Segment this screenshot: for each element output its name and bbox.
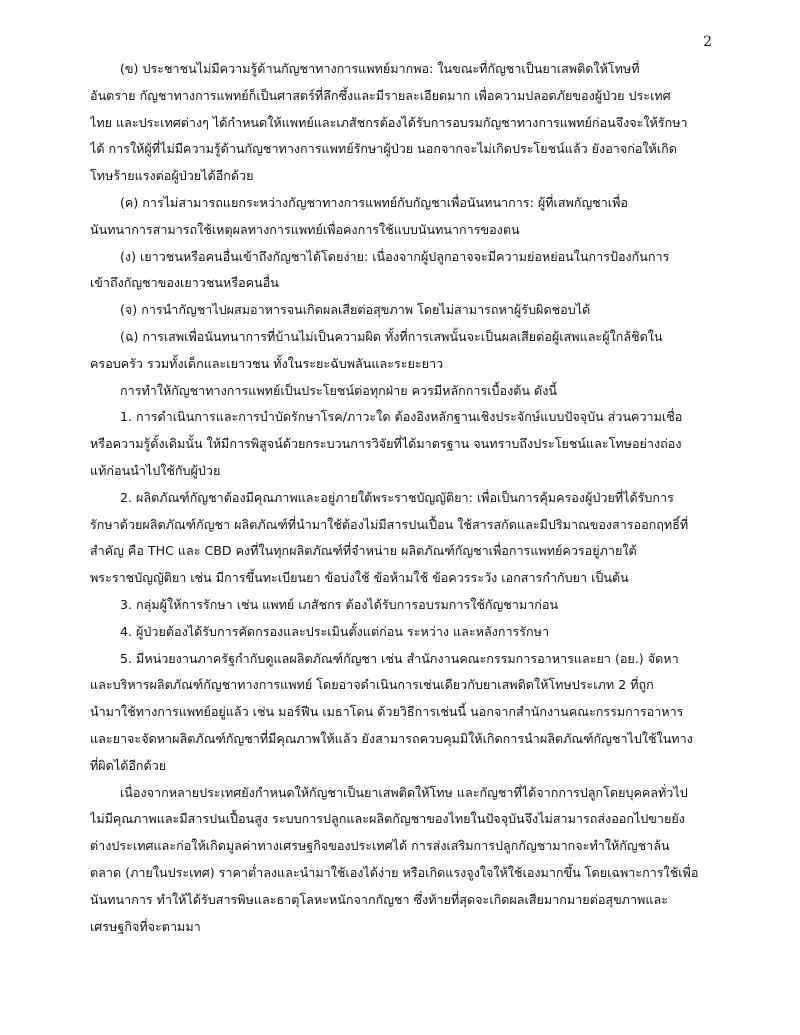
- text-line: โทษร้ายแรงต่อผู้ป่วยได้อีกด้วย: [90, 168, 254, 184]
- body-text: [90, 56, 718, 940]
- text-line: ได้ การให้ผู้ที่ไม่มีความรู้ด้านกัญชาทางการแพทย์รักษาผู้ป่วย นอกจากจะไม่เกิดประโยชน์แล้ว ยังอาจก่อให้เกิด: [90, 141, 677, 157]
- text-line: นันทนาการ ทำให้ได้รับสารพิษและธาตุโลหะหนักจากกัญชา ซึ่งท้ายที่สุดจะเกิดผลเสียมากมายต่อสุขภาพและ: [90, 891, 668, 907]
- text-line: 1. การดำเนินการและการบำบัดรักษาโรค/ภาวะใด ต้องอิงหลักฐานเชิงประจักษ์แบบปัจจุบัน ส่วนความเชื่อ: [120, 409, 683, 425]
- text-line: (ง) เยาวชนหรือคนอื่นเข้าถึงกัญชาได้โดยง่าย: เนื่องจากผู้ปลูกอาจจะมีความย่อหย่อนในการป้องกันการ: [120, 248, 670, 264]
- text-line: (ฉ) การเสพเพื่อนันทนาการที่บ้านไม่เป็นความผิด ทั้งที่การเสพนั้นจะเป็นผลเสียต่อผู้เสพและผู้ใกล้ชิดใน: [120, 328, 663, 344]
- text-line: ตลาด (ภายในประเทศ) ราคาต่ำลงและนำมาใช้เองได้ง่าย หรือเกิดแรงจูงใจให้ใช้เองมากขึ้น โดยเฉพาะการใช้เพื่อ: [90, 864, 699, 880]
- page-number: 2: [703, 34, 712, 50]
- text-line: แท้ก่อนนำไปใช้กับผู้ป่วย: [90, 462, 221, 478]
- text-line: (จ) การนำกัญชาไปผสมอาหารจนเกิดผลเสียต่อสุขภาพ โดยไม่สามารถหาผู้รับผิดชอบได้: [120, 302, 591, 318]
- text-line: ครอบครัว รวมทั้งเด็กและเยาวชน ทั้งในระยะฉับพลันและระยะยาว: [90, 355, 444, 371]
- text-line: การทำให้กัญชาทางการแพทย์เป็นประโยชน์ต่อทุกฝ่าย ควรมีหลักการเบื้องต้น ดังนี้: [120, 382, 557, 398]
- text-line: ที่ผิดได้อีกด้วย: [90, 757, 167, 773]
- text-line: หรือความรู้ดั้งเดิมนั้น ให้มีการพิสูจน์ด้วยกระบวนการวิจัยที่ได้มาตรฐาน จนทราบถึงประโยชน์และโทษอย่างถ่อง: [90, 436, 682, 452]
- text-line: (ข) ประชาชนไม่มีความรู้ด้านกัญชาทางการแพทย์มากพอ: ในขณะที่กัญชาเป็นยาเสพติดให้โทษที่: [120, 61, 640, 76]
- text-line: ไทย และประเทศต่างๆ ได้กำหนดให้แพทย์และเภสัชกรต้องได้รับการอบรมกัญชาทางการแพทย์ก่อนจึงจะให้รักษา: [90, 114, 688, 130]
- text-line: 2. ผลิตภัณฑ์กัญชาต้องมีคุณภาพและอยู่ภายใต้พระราชบัญญัติยา: เพื่อเป็นการคุ้มครองผู้ป่วยที่ได้รับการ: [120, 489, 674, 505]
- text-line: 4. ผู้ป่วยต้องได้รับการคัดกรองและประเมินตั้งแต่ก่อน ระหว่าง และหลังการรักษา: [120, 623, 550, 639]
- text-line: ต่างประเทศและก่อให้เกิดมูลค่าทางเศรษฐกิจของประเทศได้ การส่งเสริมการปลูกกัญชามากจะทำให้กัญชาล้น: [90, 838, 670, 854]
- text-line: (ค) การไม่สามารถแยกระหว่างกัญชาทางการแพทย์กับกัญชาเพื่อนันทนาการ: ผู้ที่เสพกัญชาเพื่อ: [120, 194, 628, 210]
- text-line: เศรษฐกิจที่จะตามมา: [90, 918, 201, 934]
- text-line: และยาจะจัดหาผลิตภัณฑ์กัญชาที่มีคุณภาพให้แล้ว ยังสามารถควบคุมมิให้เกิดการนำผลิตภัณฑ์กัญชาไปใช้ในทาง: [90, 730, 693, 746]
- text-line: เข้าถึงกัญชาของเยาวชนหรือคนอื่น: [90, 275, 279, 291]
- text-line: 3. กลุ่มผู้ให้การรักษา เช่น แพทย์ เภสัชกร ต้องได้รับการอบรมการใช้กัญชามาก่อน: [120, 596, 559, 612]
- text-line: 5. มีหน่วยงานภาครัฐกำกับดูแลผลิตภัณฑ์กัญชา เช่น สำนักงานคณะกรรมการอาหารและยา (อย.) จัดหา: [120, 650, 679, 666]
- text-line: ไม่มีคุณภาพและมีสารปนเปื้อนสูง ระบบการปลูกและผลิตกัญชาของไทยในปัจจุบันจึงไม่สามารถส่งออกไปขายยัง: [90, 811, 685, 827]
- text-line: พระราชบัญญัติยา เช่น มีการขึ้นทะเบียนยา ข้อบ่งใช้ ข้อห้ามใช้ ข้อควรระวัง เอกสารกำกับยา เป็นต้น: [90, 570, 629, 586]
- text-line: นันทนาการสามารถใช้เหตุผลทางการแพทย์เพื่อคงการใช้แบบนันทนาการของตน: [90, 221, 520, 237]
- text-line: เนื่องจากหลายประเทศยังกำหนดให้กัญชาเป็นยาเสพติดให้โทษ และกัญชาที่ได้จากการปลูกโดยบุคคลทั่วไป: [120, 784, 688, 800]
- text-line: อันตราย กัญชาทางการแพทย์ก็เป็นศาสตร์ที่ลึกซึ้งและมีรายละเอียดมาก เพื่อความปลอดภัยของผู้ป่วย ประเทศ: [90, 87, 671, 103]
- text-line: รักษาด้วยผลิตภัณฑ์กัญชา ผลิตภัณฑ์ที่นำมาใช้ต้องไม่มีสารปนเปื้อน ใช้สารสกัดและมีปริมาณของสารออกฤทธิ์ที่: [90, 516, 689, 532]
- text-line: นำมาใช้ทางการแพทย์อยู่แล้ว เช่น มอร์ฟีน เมธาโดน ด้วยวิธีการเช่นนี้ นอกจากสำนักงานคณะกรรมการอาหาร: [90, 704, 684, 720]
- text-line: และบริหารผลิตภัณฑ์กัญชาทางการแพทย์ โดยอาจดำเนินการเช่นเดียวกับยาเสพติดให้โทษประเภท 2 ที่ถูก: [90, 677, 654, 693]
- text-line: สำคัญ คือ THC และ CBD คงที่ในทุกผลิตภัณฑ์ที่จำหน่าย ผลิตภัณฑ์กัญชาเพื่อการแพทย์ควรอยู่ภายใต้: [90, 543, 637, 559]
